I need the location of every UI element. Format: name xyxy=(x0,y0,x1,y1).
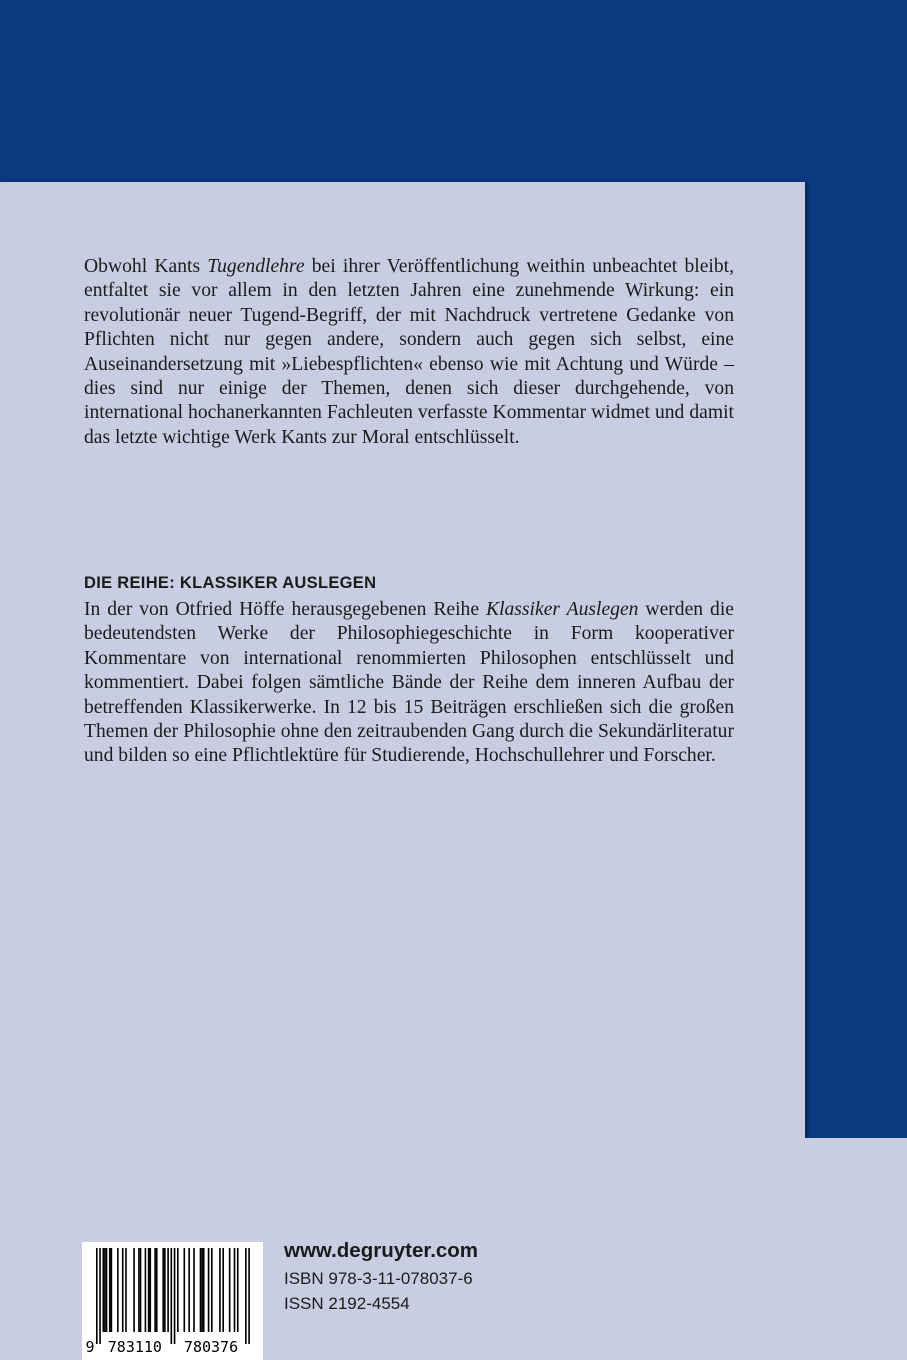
publisher-block xyxy=(284,1236,478,1316)
barcode-bar xyxy=(156,1248,158,1332)
barcode-graphic xyxy=(82,1242,263,1360)
series-text-start: In der von Otfried Höffe herausgegebenen Reihe xyxy=(84,599,486,620)
intro-text-start: Obwohl Kants xyxy=(84,256,208,277)
barcode-bar xyxy=(162,1248,164,1332)
series-text-rest: werden die bedeutendsten Werke der Philosophiegeschichte in Form kooperativer Kommentare von international renommierten Philosophen entschlüsselt und kommentiert. Dabei folgen sämtliche Bände der Reihe dem inneren Aufbau der betreffenden Klassikerwerke. In 12 bis 15 Beiträgen erschließen sich die großen Themen der Philosophie ohne den zeitraubenden Gang durch die Sekundärliteratur und bilden so eine Pflichtlektüre für Studierende, Hochschullehrer und Forscher. xyxy=(84,599,734,767)
isbn-number: ISBN 978-3-11-078037-6 xyxy=(284,1269,473,1288)
issn-number: ISSN 2192-4554 xyxy=(284,1294,410,1313)
lower-right-strip xyxy=(805,1138,907,1360)
barcode-bar xyxy=(248,1248,250,1344)
navy-right-band xyxy=(805,0,907,1138)
series-title: Klassiker Auslegen xyxy=(486,599,639,620)
barcode-bar xyxy=(122,1248,124,1332)
publisher-website[interactable]: www.degruyter.com xyxy=(284,1239,479,1262)
barcode-digits: 9 xyxy=(85,1338,95,1356)
barcode-bar xyxy=(177,1248,179,1332)
barcode-bar xyxy=(237,1248,239,1332)
barcode-bar xyxy=(234,1248,236,1332)
barcode-bar xyxy=(201,1248,203,1332)
barcode-bar xyxy=(140,1248,142,1332)
barcode-bar xyxy=(245,1248,247,1344)
series-heading: DIE REIHE: KLASSIKER AUSLEGEN xyxy=(84,574,377,592)
barcode-bar xyxy=(148,1248,150,1332)
barcode-bar xyxy=(164,1248,166,1332)
series-paragraph xyxy=(84,598,734,769)
barcode-digits: 780376 xyxy=(183,1338,239,1356)
barcode-bar xyxy=(222,1248,224,1332)
isbn-barcode xyxy=(82,1242,263,1360)
barcode-bar xyxy=(104,1248,106,1332)
navy-top-band xyxy=(0,0,907,182)
barcode-bar xyxy=(145,1248,147,1332)
barcode-bar xyxy=(183,1248,185,1332)
barcode-bar xyxy=(111,1248,113,1332)
barcode-bar xyxy=(117,1248,119,1332)
barcode-bar xyxy=(188,1248,190,1332)
barcode-bar xyxy=(193,1248,195,1332)
intro-paragraph xyxy=(84,255,734,450)
barcode-bar xyxy=(125,1248,127,1332)
barcode-bar xyxy=(133,1248,135,1332)
barcode-bar xyxy=(109,1248,111,1332)
barcode-bar xyxy=(203,1248,205,1332)
barcode-bar xyxy=(102,1248,104,1332)
barcode-bar xyxy=(211,1248,213,1332)
barcode-bar xyxy=(219,1248,221,1332)
barcode-bar xyxy=(167,1248,169,1332)
barcode-digits: 783110 xyxy=(107,1338,162,1356)
barcode-bar xyxy=(229,1248,231,1332)
barcode-bar xyxy=(138,1248,140,1332)
intro-book-title: Tugendlehre xyxy=(207,256,305,277)
barcode-bar xyxy=(208,1248,210,1332)
barcode-bar xyxy=(96,1248,98,1344)
barcode-bar xyxy=(171,1248,173,1344)
intro-text-rest: bei ihrer Veröffentlichung weithin unbeachtet bleibt, entfaltet sie vor allem in den letzten Jahren eine zunehmende Wirkung: ein revolutionär neuer Tugend-Begriff, der mit Nachdruck vertretene Gedanke von Pflichten nicht nur gegen andere, sondern auch gegen sich selbst, eine Auseinandersetzung mit »Liebespflichten« ebenso wie mit Achtung und Würde – dies sind nur einige der Themen, denen sich dieser durchgehende, von international hochanerkannten Fachleuten verfasste Kommentar widmet und damit das letzte wichtige Werk Kants zur Moral entschlüsselt. xyxy=(84,256,734,448)
barcode-bar xyxy=(106,1248,108,1332)
barcode-bar xyxy=(174,1248,176,1344)
barcode-bar xyxy=(154,1248,156,1332)
barcode-bar xyxy=(149,1248,151,1332)
barcode-bar xyxy=(200,1248,202,1332)
barcode-bar xyxy=(99,1248,101,1344)
